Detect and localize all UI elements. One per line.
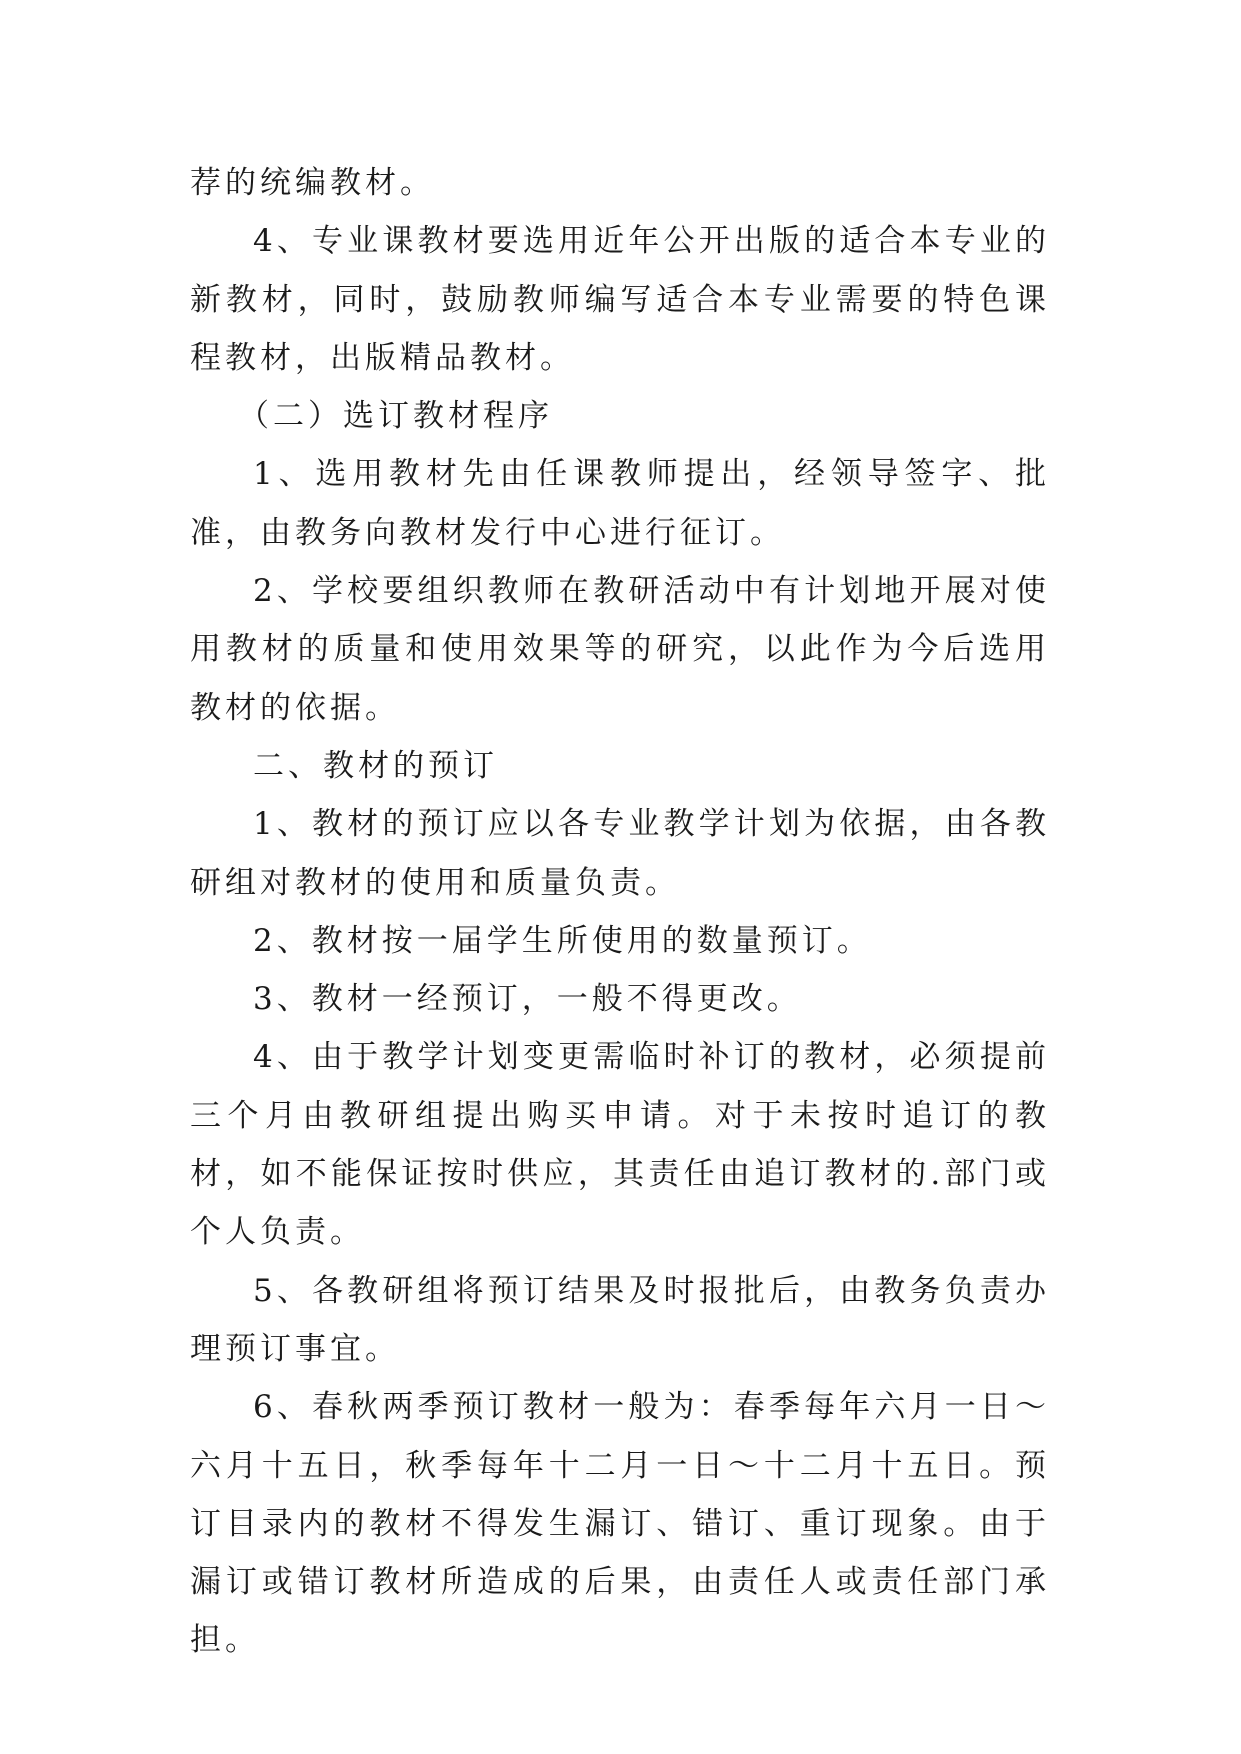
heading-textbook-ordering: 二、教材的预订 [253, 747, 498, 784]
paragraph-item-4-specialized-textbooks: 4、专业课教材要选用近年公开出版的适合本专业的新教材，同时，鼓励教师编写适合本专业需要的特色课程教材，出版精品教材。 [190, 223, 1050, 376]
paragraph-item-2-research: 2、学校要组织教师在教研活动中有计划地开展对使用教材的质量和使用效果等的研究，以此作为今后选用教材的依据。 [190, 573, 1050, 726]
paragraph-item-1-ordering-basis: 1、教材的预订应以各专业教学计划为依据，由各教研组对教材的使用和质量负责。 [190, 806, 1050, 901]
paragraph-item-2-quantity: 2、教材按一届学生所使用的数量预订。 [253, 922, 872, 959]
paragraph-item-4-supplementary-orders: 4、由于教学计划变更需临时补订的教材，必须提前三个月由教研组提出购买申请。对于未按时追订的教材，如不能保证按时供应，其责任由追订教材的.部门或个人负责。 [190, 1039, 1050, 1251]
paragraph-item-6-seasonal-schedule: 6、春秋两季预订教材一般为：春季每年六月一日～六月十五日，秋季每年十二月一日～十二月十五日。预订目录内的教材不得发生漏订、错订、重订现象。由于漏订或错订教材所造成的后果，由责任人或责任部门承担。 [190, 1389, 1050, 1659]
paragraph-continuation: 荐的统编教材。 [190, 165, 435, 201]
subheading-selection-procedure: （二）选订教材程序 [238, 398, 553, 435]
paragraph-item-5-approval: 5、各教研组将预订结果及时报批后，由教务负责办理预订事宜。 [190, 1272, 1050, 1367]
document-body [190, 154, 1050, 1670]
paragraph-item-3-no-changes: 3、教材一经预订，一般不得更改。 [253, 981, 802, 1018]
paragraph-item-1-selection: 1、选用教材先由任课教师提出，经领导签字、批准，由教务向教材发行中心进行征订。 [190, 456, 1050, 551]
